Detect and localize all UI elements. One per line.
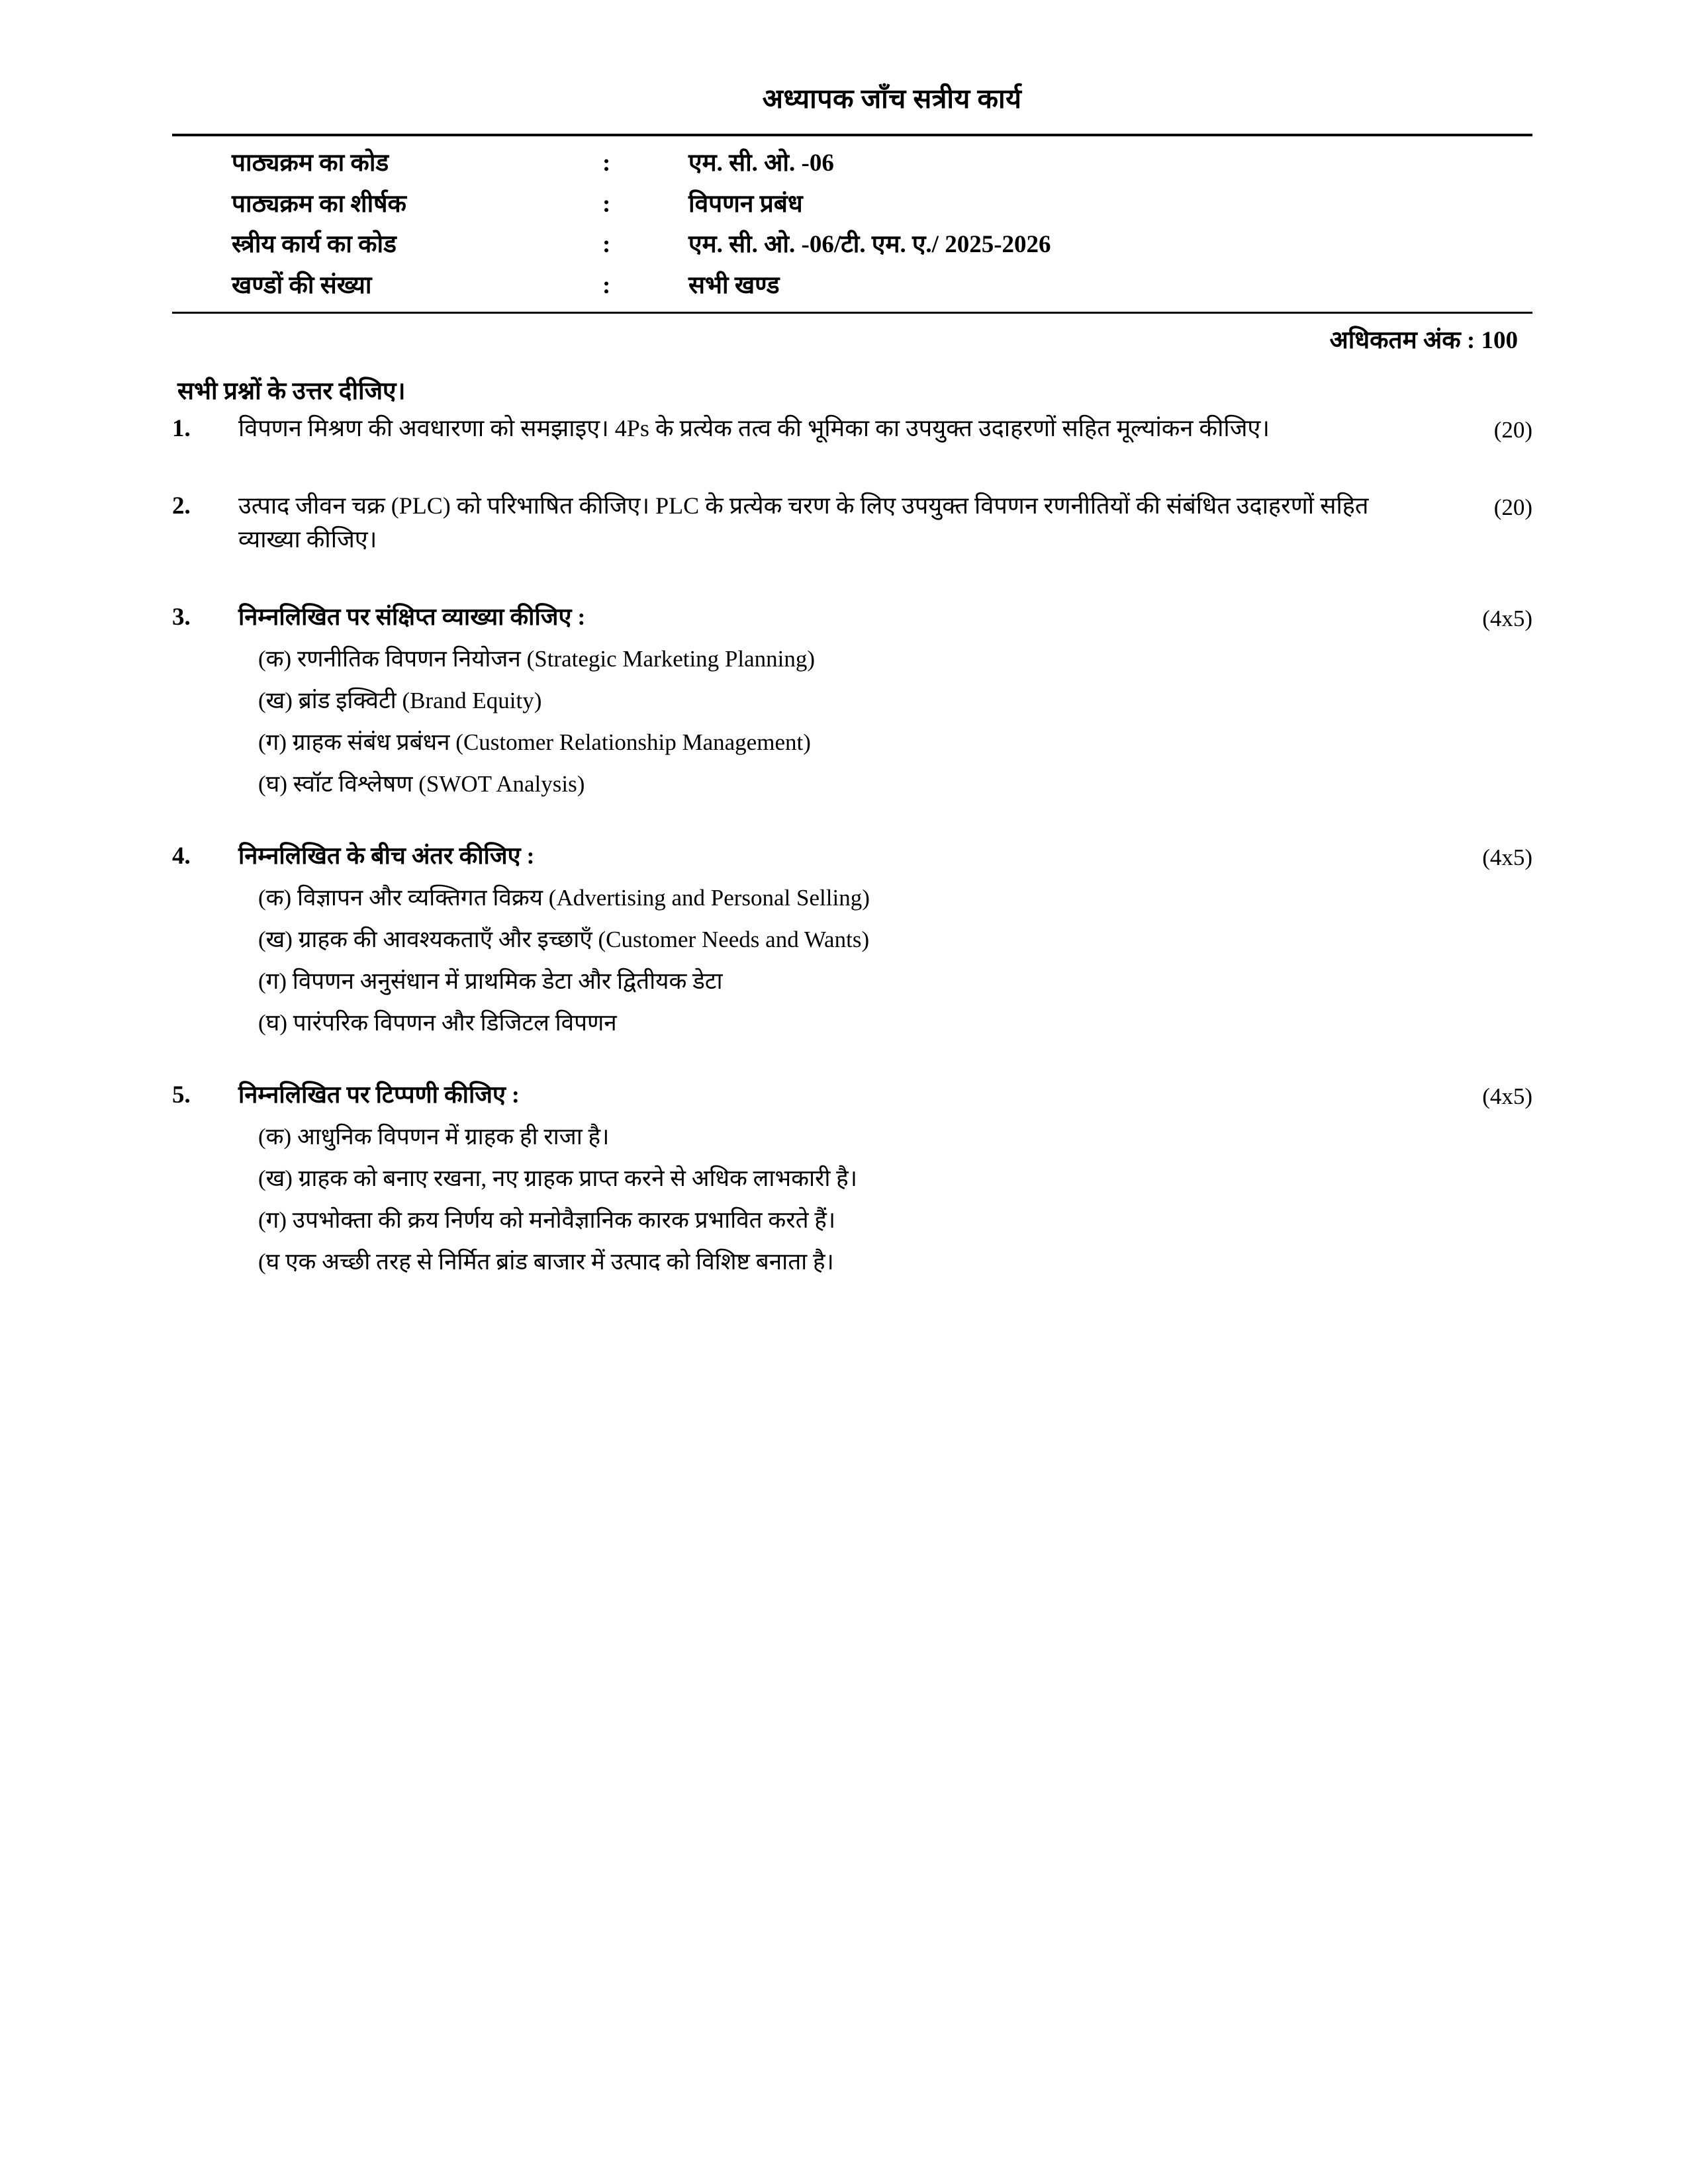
table-row: [172, 265, 1532, 306]
list-item: (घ एक अच्छी तरह से निर्मित ब्रांड बाजार में उत्पाद को विशिष्ट बनाता है।: [258, 1249, 834, 1275]
course-meta-block: [172, 136, 1532, 312]
question-item: [172, 1078, 1532, 1283]
question-marks: (4x5): [1482, 605, 1532, 631]
spacer: [172, 557, 1532, 600]
list-item: (ख) ब्रांड इक्विटी (Brand Equity): [258, 688, 542, 714]
question-text: निम्नलिखित के बीच अंतर कीजिए :: [238, 842, 535, 870]
meta-separator: :: [602, 150, 611, 177]
list-item: (ग) उपभोक्ता की क्रय निर्णय को मनोवैज्ञानिक कारक प्रभावित करते हैं।: [258, 1207, 836, 1234]
question-list: [172, 412, 1532, 1283]
question-body: [238, 1078, 1400, 1283]
list-item: (क) रणनीतिक विपणन नियोजन (Strategic Marketing Planning): [258, 646, 816, 672]
question-subitems: [238, 638, 1384, 805]
question-body: [238, 489, 1400, 557]
max-marks: अधिकतम अंक : 100: [1329, 326, 1518, 354]
page-title: अध्यापक जाँच सत्रीय कार्य: [762, 83, 1022, 114]
spacer: [172, 1044, 1532, 1078]
question-item: [172, 839, 1532, 1044]
question-body: [238, 600, 1400, 805]
question-body: [238, 839, 1400, 1044]
list-item: (क) विज्ञापन और व्यक्तिगत विक्रय (Advertising and Personal Selling): [258, 885, 870, 911]
question-body: [238, 412, 1400, 445]
question-marks: (4x5): [1482, 844, 1532, 871]
question-item: [172, 412, 1532, 445]
page-content: [172, 79, 1532, 1283]
question-number: 4.: [172, 842, 191, 870]
question-item: [172, 489, 1532, 557]
question-number: 5.: [172, 1081, 191, 1109]
meta-label-course-title: पाठ्यक्रम का शीर्षक: [232, 190, 406, 218]
meta-label-blocks-count: खण्डों की संख्या: [232, 271, 372, 299]
question-number: 3.: [172, 603, 191, 631]
question-number: 1.: [172, 414, 191, 442]
meta-label-course-code: पाठ्यक्रम का कोड: [232, 150, 389, 177]
meta-separator: :: [602, 271, 611, 299]
spacer: [172, 445, 1532, 489]
list-item: (घ) स्वॉट विश्लेषण (SWOT Analysis): [258, 771, 585, 797]
list-item: (ग) ग्राहक संबंध प्रबंधन (Customer Relationship Management): [258, 729, 811, 756]
instruction-line: सभी प्रश्नों के उत्तर दीजिए।: [177, 377, 406, 405]
list-item: (ग) विपणन अनुसंधान में प्राथमिक डेटा और द्वितीयक डेटा: [258, 968, 723, 995]
question-marks: (4x5): [1482, 1083, 1532, 1110]
meta-value-assignment-code: एम. सी. ओ. -06/टी. एम. ए./ 2025-2026: [688, 231, 1051, 259]
question-text: निम्नलिखित पर टिप्पणी कीजिए :: [238, 1081, 520, 1109]
question-item: [172, 600, 1532, 805]
meta-label-assignment-code: स्त्रीय कार्य का कोड: [232, 231, 397, 259]
spacer: [172, 805, 1532, 839]
question-marks: (20): [1493, 494, 1532, 520]
list-item: (घ) पारंपरिक विपणन और डिजिटल विपणन: [258, 1010, 617, 1036]
question-text: उत्पाद जीवन चक्र (PLC) को परिभाषित कीजिए। PLC के प्रत्येक चरण के लिए उपयुक्त विपणन रणनीतियों की संबंधित उदाहरणों सहित व्याख्या कीजिए।: [238, 492, 1369, 553]
question-text: निम्नलिखित पर संक्षिप्त व्याख्या कीजिए :: [238, 603, 586, 630]
question-number: 2.: [172, 492, 191, 520]
list-item: (ख) ग्राहक की आवश्यकताएँ और इच्छाएँ (Customer Needs and Wants): [258, 927, 870, 953]
question-text: विपणन मिश्रण की अवधारणा को समझाइए। 4Ps के प्रत्येक तत्व की भूमिका का उपयुक्त उदाहरणों सहित मूल्यांकन कीजिए।: [238, 414, 1270, 441]
question-subitems: [238, 1116, 1384, 1283]
table-row: [172, 143, 1532, 184]
meta-value-blocks-count: सभी खण्ड: [688, 271, 780, 299]
table-row: [172, 224, 1532, 265]
table-row: [172, 184, 1532, 225]
list-item: (ख) ग्राहक को बनाए रखना, नए ग्राहक प्राप्त करने से अधिक लाभकारी है।: [258, 1165, 857, 1192]
list-item: (क) आधुनिक विपणन में ग्राहक ही राजा है।: [258, 1124, 610, 1150]
question-subitems: [238, 877, 1384, 1044]
meta-separator: :: [602, 231, 611, 259]
meta-separator: :: [602, 190, 611, 218]
course-meta-table: [172, 143, 1532, 306]
meta-value-course-code: एम. सी. ओ. -06: [688, 150, 834, 177]
meta-value-course-title: विपणन प्रबंध: [688, 190, 803, 218]
question-marks: (20): [1493, 416, 1532, 443]
